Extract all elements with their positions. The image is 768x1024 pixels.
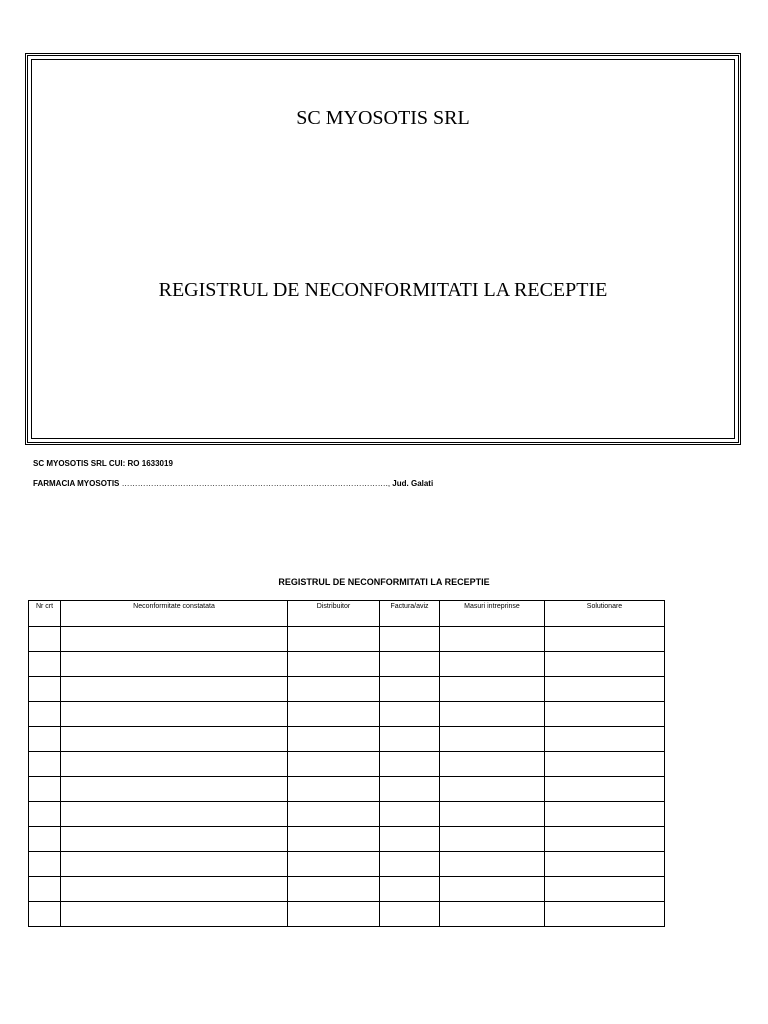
table-cell: [61, 827, 288, 852]
table-cell: [61, 652, 288, 677]
cover-inner-border: [31, 59, 735, 439]
table-cell: [61, 677, 288, 702]
table-cell: [380, 802, 440, 827]
table-body: [29, 627, 665, 927]
table-cell: [29, 877, 61, 902]
table-cell: [288, 752, 380, 777]
table-cell: [288, 777, 380, 802]
column-header-solutionare: Solutionare: [545, 601, 665, 627]
table-cell: [440, 877, 545, 902]
table-cell: [288, 727, 380, 752]
table-cell: [61, 777, 288, 802]
pharmacy-label: FARMACIA MYOSOTIS: [33, 479, 120, 488]
table-cell: [545, 827, 665, 852]
table-cell: [545, 802, 665, 827]
cover-box: [25, 53, 741, 445]
table-cell: [545, 627, 665, 652]
table-cell: [380, 877, 440, 902]
table-heading: REGISTRUL DE NECONFORMITATI LA RECEPTIE: [278, 577, 490, 587]
table-cell: [288, 827, 380, 852]
table-cell: [545, 752, 665, 777]
table-cell: [288, 702, 380, 727]
table-cell: [545, 652, 665, 677]
table-cell: [440, 802, 545, 827]
table-cell: [61, 727, 288, 752]
table-cell: [288, 902, 380, 927]
table-cell: [380, 652, 440, 677]
table-cell: [61, 852, 288, 877]
pharmacy-county: Jud. Galati: [392, 479, 434, 488]
table-cell: [545, 877, 665, 902]
table-cell: [61, 752, 288, 777]
table-cell: [288, 627, 380, 652]
table-cell: [61, 702, 288, 727]
table-cell: [380, 677, 440, 702]
table-cell: [29, 902, 61, 927]
table-cell: [380, 827, 440, 852]
table-cell: [380, 702, 440, 727]
table-cell: [380, 727, 440, 752]
pharmacy-info-line: [33, 479, 433, 488]
company-title: SC MYOSOTIS SRL: [296, 107, 470, 129]
table-cell: [545, 902, 665, 927]
table-cell: [288, 802, 380, 827]
table-cell: [545, 727, 665, 752]
table-cell: [440, 752, 545, 777]
table-cell: [440, 827, 545, 852]
table-row: [29, 877, 665, 902]
table-cell: [380, 752, 440, 777]
table-cell: [545, 777, 665, 802]
table-cell: [29, 677, 61, 702]
table-cell: [61, 802, 288, 827]
table-header-row: [29, 601, 665, 627]
table-cell: [288, 877, 380, 902]
column-header-masuri: Masuri intreprinse: [440, 601, 545, 627]
table-cell: [440, 677, 545, 702]
table-cell: [288, 852, 380, 877]
table-cell: [29, 777, 61, 802]
table-row: [29, 652, 665, 677]
table-row: [29, 777, 665, 802]
table-cell: [29, 702, 61, 727]
table-cell: [29, 827, 61, 852]
table-cell: [29, 752, 61, 777]
column-header-nr-crt: Nr crt: [29, 601, 61, 627]
company-info-line: SC MYOSOTIS SRL CUI: RO 1633019: [33, 459, 173, 468]
table-cell: [61, 877, 288, 902]
register-title: REGISTRUL DE NECONFORMITATI LA RECEPTIE: [158, 279, 608, 301]
table-cell: [288, 652, 380, 677]
table-cell: [545, 702, 665, 727]
column-header-neconformitate: Neconformitate constatata: [61, 601, 288, 627]
table-cell: [380, 627, 440, 652]
table-cell: [288, 677, 380, 702]
table-cell: [61, 902, 288, 927]
table-row: [29, 802, 665, 827]
table-cell: [29, 727, 61, 752]
table-row: [29, 852, 665, 877]
column-header-factura: Factura/aviz: [380, 601, 440, 627]
table-cell: [380, 777, 440, 802]
table-row: [29, 677, 665, 702]
table-cell: [440, 727, 545, 752]
table-cell: [545, 677, 665, 702]
table-row: [29, 727, 665, 752]
table-cell: [440, 652, 545, 677]
table-cell: [440, 702, 545, 727]
table-row: [29, 827, 665, 852]
table-cell: [440, 852, 545, 877]
table-cell: [545, 852, 665, 877]
column-header-distribuitor: Distribuitor: [288, 601, 380, 627]
nonconformity-register-table: [28, 600, 665, 927]
table-cell: [380, 902, 440, 927]
table-cell: [440, 627, 545, 652]
table-row: [29, 702, 665, 727]
table-cell: [440, 902, 545, 927]
table-cell: [380, 852, 440, 877]
table-cell: [29, 627, 61, 652]
table-row: [29, 752, 665, 777]
table-row: [29, 902, 665, 927]
table-cell: [29, 652, 61, 677]
table-cell: [61, 627, 288, 652]
table-cell: [440, 777, 545, 802]
table-cell: [29, 802, 61, 827]
pharmacy-address-blank: ……………………………………………………………………………………….,: [121, 479, 391, 488]
table-row: [29, 627, 665, 652]
table-cell: [29, 852, 61, 877]
